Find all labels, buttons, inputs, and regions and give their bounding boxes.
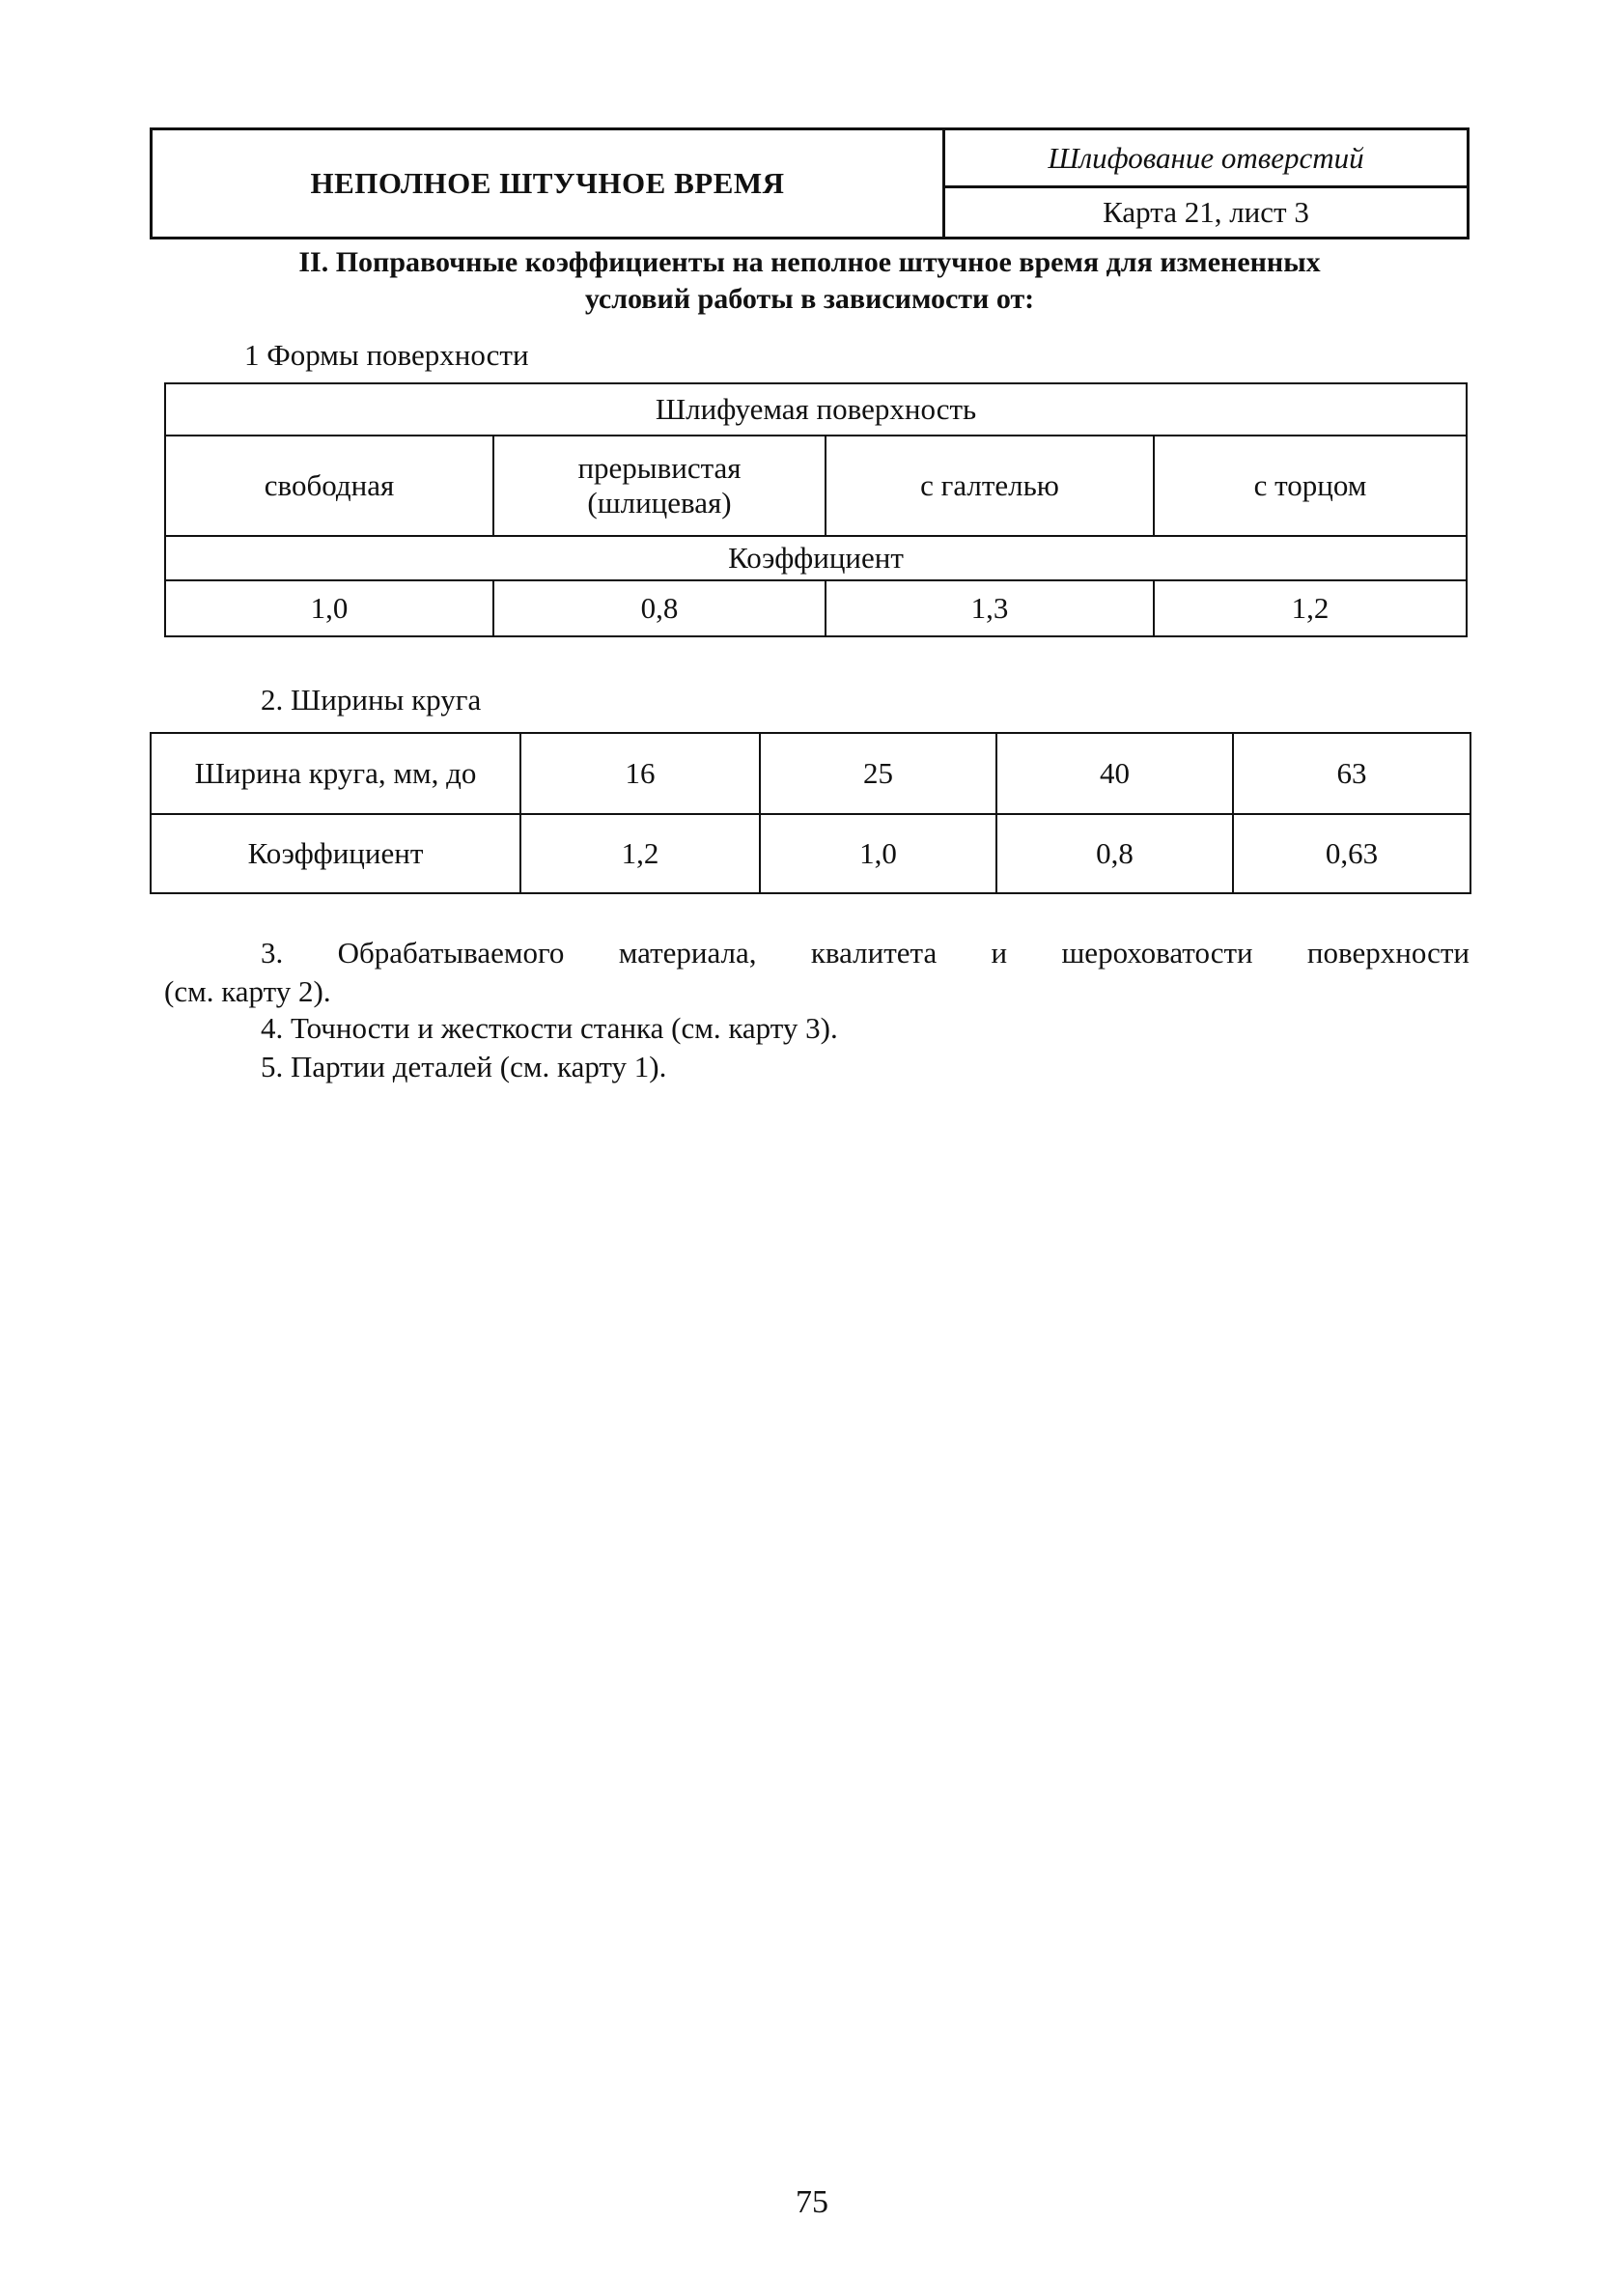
table1-value: 1,3 — [826, 580, 1154, 636]
header-right — [945, 130, 1467, 237]
header-box — [150, 127, 1470, 239]
wheel-width-value: 16 — [520, 733, 760, 814]
table1-value: 1,2 — [1154, 580, 1467, 636]
page-number: 75 — [796, 2184, 828, 2220]
surface-face: с торцом — [1154, 436, 1467, 536]
note-5: 5. Партии деталей (см. карту 1). — [261, 1050, 667, 1083]
surface-interrupted-line2: (шлицевая) — [587, 486, 732, 520]
wheel-width-value: 63 — [1233, 733, 1470, 814]
surface-shape-table — [164, 382, 1468, 637]
note-3-line2: (см. карту 2). — [164, 974, 331, 1008]
note-4: 4. Точности и жесткости станка (см. карту 3). — [261, 1011, 838, 1045]
table1-caption: 1 Формы поверхности — [244, 338, 529, 372]
table2-coef-value: 0,8 — [996, 814, 1233, 893]
wheel-width-value: 25 — [760, 733, 996, 814]
table1-value: 1,0 — [165, 580, 493, 636]
surface-interrupted — [493, 436, 826, 536]
wheel-width-table — [150, 732, 1471, 894]
surface-interrupted-line1: прерывистая — [577, 451, 742, 485]
wheel-width-label: Ширина круга, мм, до — [151, 733, 520, 814]
table2-coef-value: 0,63 — [1233, 814, 1470, 893]
surface-free: свободная — [165, 436, 493, 536]
surface-group-header: Шлифуемая поверхность — [165, 383, 1467, 436]
table2-coef-value: 1,2 — [520, 814, 760, 893]
section-heading-line2: условий работы в зависимости от: — [584, 283, 1035, 315]
wheel-width-value: 40 — [996, 733, 1233, 814]
header-title: НЕПОЛНОЕ ШТУЧНОЕ ВРЕМЯ — [153, 130, 945, 237]
header-subject: Шлифование отверстий — [945, 130, 1467, 188]
table2-caption: 2. Ширины круга — [261, 683, 482, 717]
table2-coef-label: Коэффициент — [151, 814, 520, 893]
section-heading-line1: II. Поправочные коэффициенты на неполное штучное время для измененных — [298, 246, 1321, 278]
table1-value: 0,8 — [493, 580, 826, 636]
header-card: Карта 21, лист 3 — [1103, 195, 1309, 229]
table2-coef-value: 1,0 — [760, 814, 996, 893]
table1-coef-label: Коэффициент — [165, 536, 1467, 580]
surface-fillet: с галтелью — [826, 436, 1154, 536]
note-3-line1: 3. Обрабатываемого материала, квалитета и шероховатости поверхности — [261, 936, 1470, 970]
